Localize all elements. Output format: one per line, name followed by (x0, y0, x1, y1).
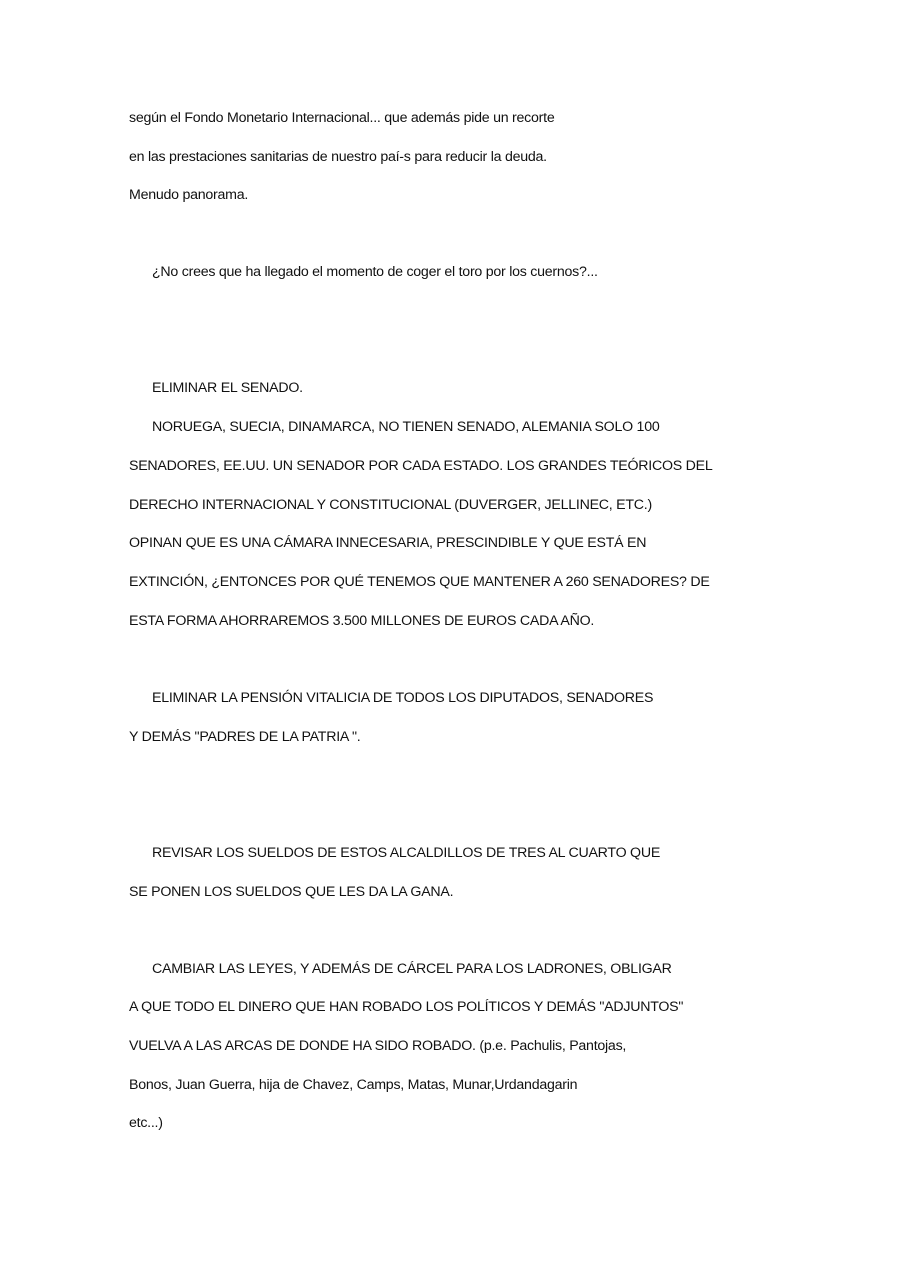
text-line: DERECHO INTERNACIONAL Y CONSTITUCIONAL (DUVERGER, JELLINEC, ETC.) (129, 497, 652, 513)
text-line: SENADORES, EE.UU. UN SENADOR POR CADA ESTADO. LOS GRANDES TEÓRICOS DEL (129, 458, 713, 474)
text-line: OPINAN QUE ES UNA CÁMARA INNECESARIA, PRESCINDIBLE Y QUE ESTÁ EN (129, 535, 647, 551)
text-line: CAMBIAR LAS LEYES, Y ADEMÁS DE CÁRCEL PARA LOS LADRONES, OBLIGAR (152, 961, 672, 977)
text-line: EXTINCIÓN, ¿ENTONCES POR QUÉ TENEMOS QUE MANTENER A 260 SENADORES? DE (129, 574, 710, 590)
text-line: NORUEGA, SUECIA, DINAMARCA, NO TIENEN SENADO, ALEMANIA SOLO 100 (152, 419, 660, 435)
text-line: REVISAR LOS SUELDOS DE ESTOS ALCALDILLOS DE TRES AL CUARTO QUE (152, 845, 661, 861)
question-line: ¿No crees que ha llegado el momento de coger el toro por los cuernos?... (152, 264, 598, 280)
heading-eliminate-senate: ELIMINAR EL SENADO. (152, 380, 303, 396)
text-line: ELIMINAR LA PENSIÓN VITALICIA DE TODOS LOS DIPUTADOS, SENADORES (152, 690, 654, 706)
text-line: A QUE TODO EL DINERO QUE HAN ROBADO LOS POLÍTICOS Y DEMÁS "ADJUNTOS" (129, 999, 684, 1015)
text-line: VUELVA A LAS ARCAS DE DONDE HA SIDO ROBADO. (p.e. Pachulis, Pantojas, (129, 1038, 627, 1054)
text-line: Menudo panorama. (129, 187, 249, 203)
text-line: en las prestaciones sanitarias de nuestro paí-s para reducir la deuda. (129, 149, 547, 165)
text-line: ESTA FORMA AHORRAREMOS 3.500 MILLONES DE EUROS CADA AÑO. (129, 613, 595, 629)
text-line: SE PONEN LOS SUELDOS QUE LES DA LA GANA. (129, 884, 454, 900)
text-line: Bonos, Juan Guerra, hija de Chavez, Camps, Matas, Munar,Urdandagarin (129, 1077, 578, 1093)
text-line: según el Fondo Monetario Internacional... que además pide un recorte (129, 110, 555, 126)
text-line: etc...) (129, 1115, 163, 1131)
text-line: Y DEMÁS "PADRES DE LA PATRIA ". (129, 729, 361, 745)
